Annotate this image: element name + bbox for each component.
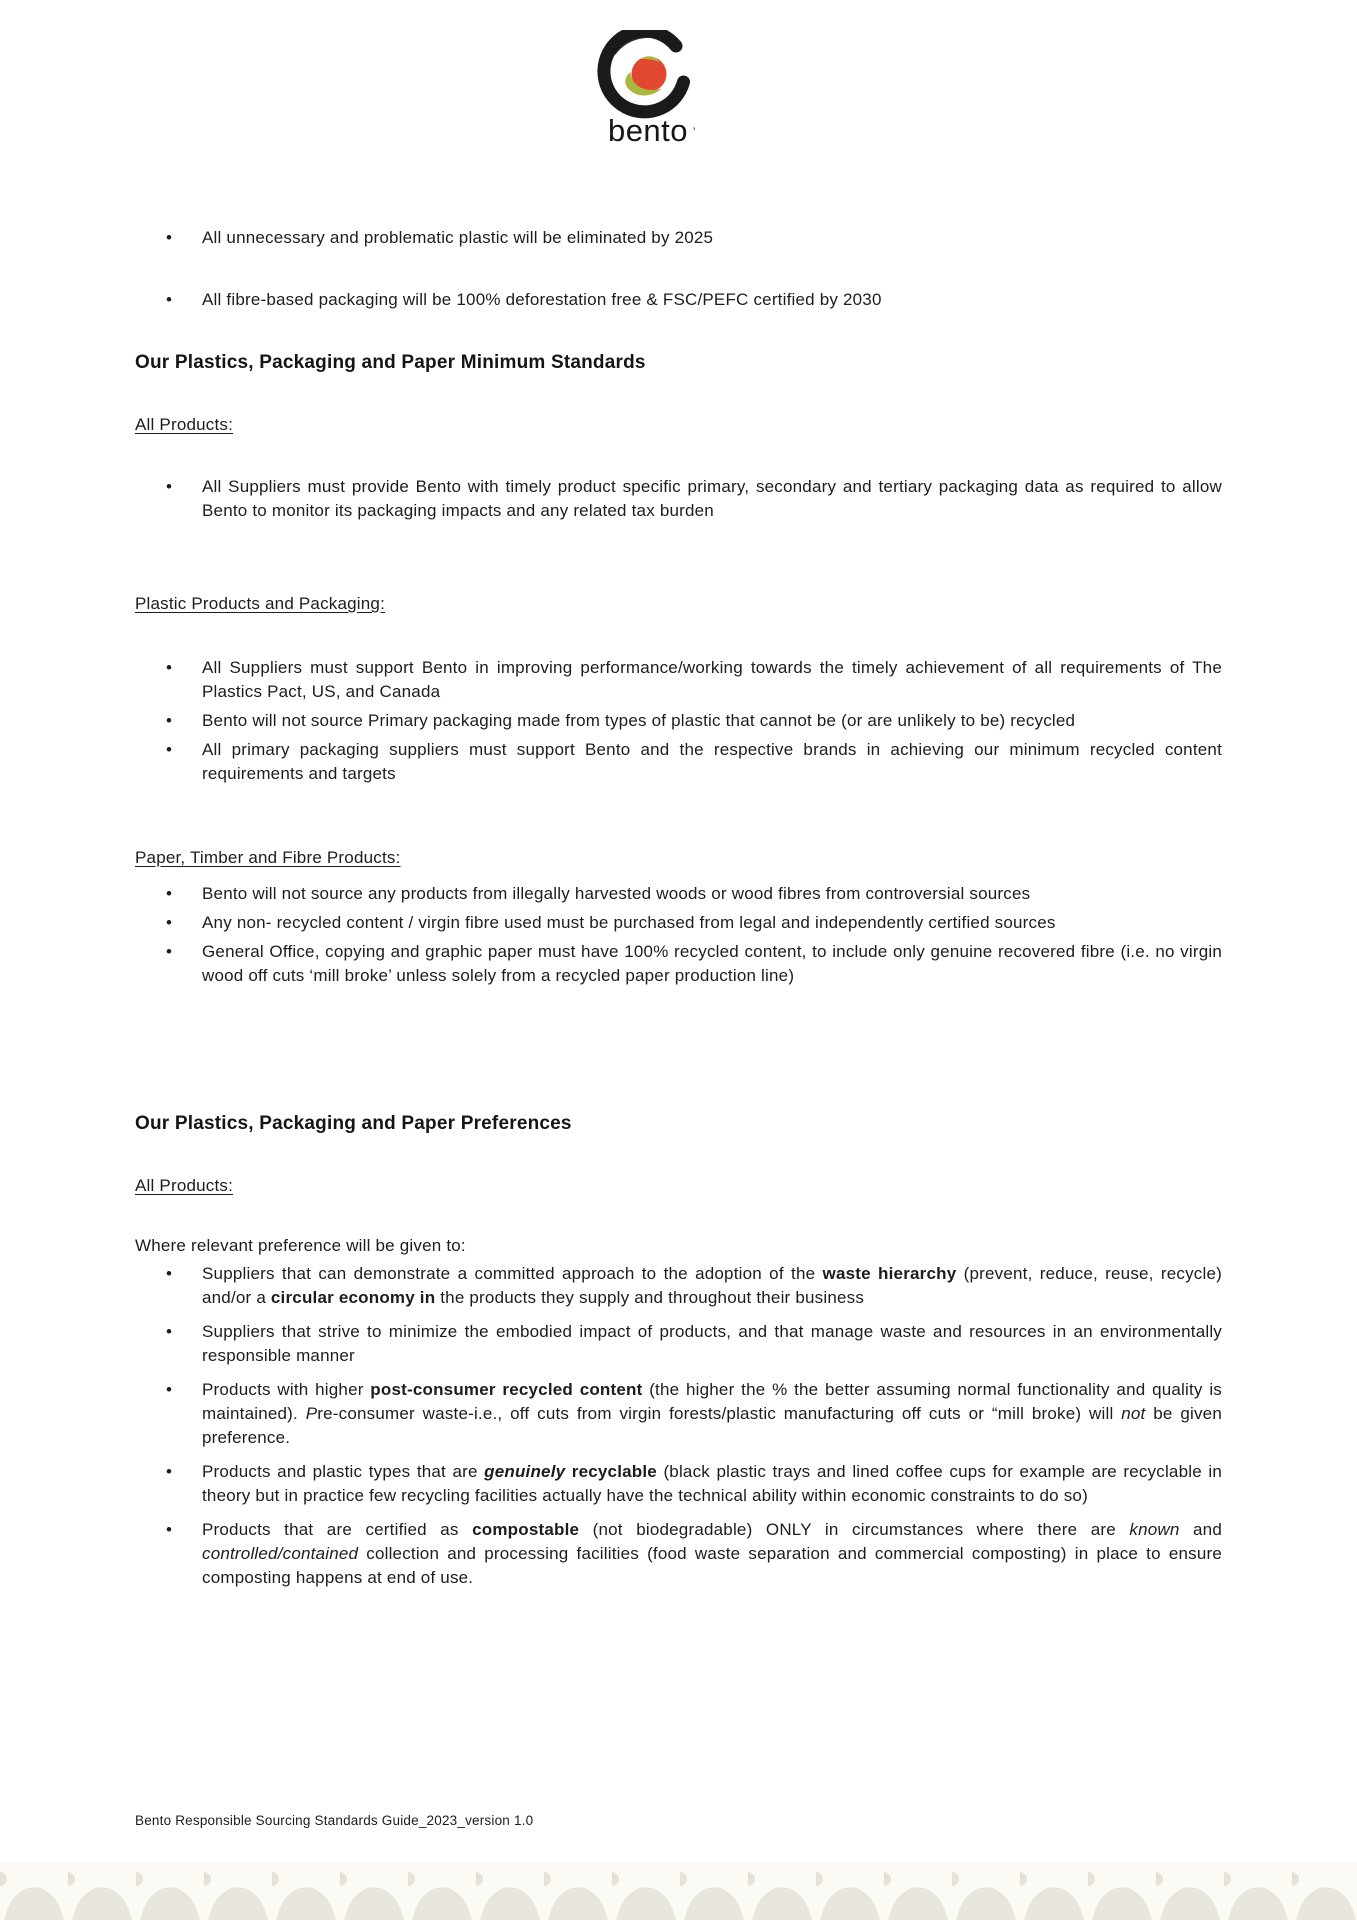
plastic-products-bullet-list [135, 656, 1222, 786]
section-heading-preferences: Our Plastics, Packaging and Paper Preferences [135, 1113, 572, 1134]
list-item: • Products with higher post-consumer recycled content (the higher the % the better assuming normal functionality and quality is maintained). Pre-consumer waste-i.e., off cuts from virgin forests/plastic manufacturing off cuts or “mill broke) will not be given preference. [135, 1378, 1222, 1450]
group-label-paper-timber-fibre: Paper, Timber and Fibre Products: [135, 848, 401, 867]
bento-enso-logo-icon [573, 30, 723, 122]
list-item: • All primary packaging suppliers must support Bento and the respective brands in achieving our minimum recycled content requirements and targets [135, 738, 1222, 786]
list-item: • Bento will not source Primary packaging made from types of plastic that cannot be (or are unlikely to be) recycled [135, 709, 1222, 733]
all-products-bullet-list [135, 475, 1222, 523]
list-item: • Products and plastic types that are genuinely recyclable (black plastic trays and lined coffee cups for example are recyclable in theory but in practice few recycling facilities actually have the technical ability within economic constraints to do so) [135, 1460, 1222, 1508]
preferences-lead-text: Where relevant preference will be given to: [135, 1236, 466, 1255]
list-item: • Suppliers that can demonstrate a committed approach to the adoption of the waste hierarchy (prevent, reduce, reuse, recycle) and/or a circular economy in the products they supply and throughout their business [135, 1262, 1222, 1310]
list-item: • All Suppliers must support Bento in improving performance/working towards the timely achievement of all requirements of The Plastics Pact, US, and Canada [135, 656, 1222, 704]
list-item: • Suppliers that strive to minimize the embodied impact of products, and that manage waste and resources in an environmentally responsible manner [135, 1320, 1222, 1368]
section-heading-minimum-standards: Our Plastics, Packaging and Paper Minimum Standards [135, 352, 646, 373]
group-label-plastic-products: Plastic Products and Packaging: [135, 594, 386, 613]
group-label-all-products: All Products: [135, 415, 234, 434]
footer-text: Bento Responsible Sourcing Standards Guide_2023_version 1.0 [135, 1813, 534, 1828]
scallop-border-decoration [0, 1862, 1357, 1920]
list-item: • All fibre-based packaging will be 100% deforestation free & FSC/PEFC certified by 2030 [135, 288, 1222, 312]
trademark-tick: ’ [692, 125, 697, 139]
brand-wordmark: bento ’ [607, 113, 697, 148]
list-item: • General Office, copying and graphic paper must have 100% recycled content, to include only genuine recovered fibre (i.e. no virgin wood off cuts ‘mill broke’ unless solely from a recycled paper production line) [135, 940, 1222, 988]
intro-bullet-list [135, 226, 1222, 312]
list-item: • All Suppliers must provide Bento with timely product specific primary, secondary and tertiary packaging data as required to allow Bento to monitor its packaging impacts and any related tax burden [135, 475, 1222, 523]
list-item: • Bento will not source any products from illegally harvested woods or wood fibres from controversial sources [135, 882, 1222, 906]
paper-timber-fibre-bullet-list [135, 882, 1222, 988]
list-item: • Any non- recycled content / virgin fibre used must be purchased from legal and independently certified sources [135, 911, 1222, 935]
group-label-all-products-preferences: All Products: [135, 1176, 234, 1195]
list-item: • Products that are certified as compostable (not biodegradable) ONLY in circumstances where there are known and controlled/contained collection and processing facilities (food waste separation and commercial composting) in place to ensure composting happens at end of use. [135, 1518, 1222, 1590]
brand-logo [566, 30, 730, 148]
list-item: • All unnecessary and problematic plastic will be eliminated by 2025 [135, 226, 1222, 250]
preferences-bullet-list [135, 1262, 1222, 1590]
